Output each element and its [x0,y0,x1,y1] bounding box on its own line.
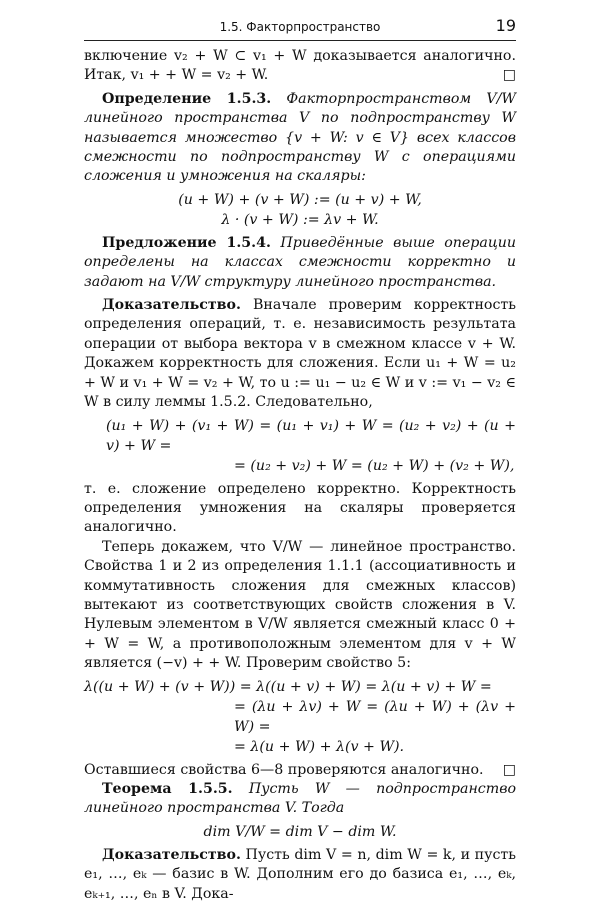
proof-text: Вначале проверим корректность определения операций, т. е. независимость результата операции от выбора вектора v в смежном классе v + W. Докажем корректность для сложения. Если u₁ + W = u₂ + W и v₁ + W = v₂ + W, то u := u₁ − u₂ ∈ W и v := v₁ − v₂ ∈ W в силу леммы 1.5.2. Следовательно, [84,297,516,411]
definition-label: Определение 1.5.3. [102,90,272,107]
proof-label: Доказательство. [102,297,241,314]
equation-operations [84,190,516,230]
paragraph-inclusion [84,47,516,86]
paragraph-vector-space: Теперь докажем, что V/W — линейное пространство. Свойства 1 и 2 из определения 1.1.1 (ассоциативность и коммутативность сложения для смежных классов) вытекают из соответствующих свойств сложения в V. Нулевым элементом в V/W является смежный класс 0 + + W = W, а противоположным элементом для v + W является (−v) + + W. Проверим свойство 5: [84,538,516,672]
remaining-text: Оставшиеся свойства 6—8 проверяются аналогично. [84,761,484,778]
equation-line: (u + W) + (v + W) := (u + v) + W, [178,191,422,208]
proposition-label: Предложение 1.5.4. [102,234,271,251]
body-text [84,47,516,904]
theorem [84,780,516,819]
proof-text: Пусть dim V = n, dim W = k, и пусть e₁, …, eₖ — базис в W. Дополним его до базиса e₁, …, eₖ, eₖ₊₁, …, eₙ в V. Дока- [84,846,517,902]
definition-text: Факторпространством V/W линейного пространства V по подпространству W называется множество {v + W: v ∈ V} всех классов смежности по подпространству W с операциями сложения и умножения на скаляры: [84,90,516,185]
paragraph-after-sum: т. е. сложение определено корректно. Корректность определения умножения на скаляры проверяется аналогично. [84,480,516,536]
proof-2 [84,846,516,904]
equation-line: = (u₂ + v₂) + W = (u₂ + W) + (v₂ + W), [234,457,515,474]
equation-line: = (λu + λv) + W = (λu + W) + (λv + W) = [234,698,516,735]
equation-property-5 [84,677,516,757]
equation-line: λ((u + W) + (v + W)) = λ((u + v) + W) = λ(u + v) + W = [84,678,492,695]
proof-label: Доказательство. [102,846,241,863]
theorem-label: Теорема 1.5.5. [102,780,233,797]
proof [84,296,516,412]
proposition [84,234,516,292]
equation-line: (u₁ + W) + (v₁ + W) = (u₁ + v₁) + W = (u₂ + v₂) + (u + v) + W = [106,417,516,454]
inclusion-text: включение v₂ + W ⊂ v₁ + W доказывается аналогично. Итак, v₁ + + W = v₂ + W. [84,48,516,84]
theorem-text: Пусть W — подпространство линейного пространства V. Тогда [84,780,516,817]
qed-symbol: □ [502,67,516,84]
equation-sum [84,416,516,476]
equation-line: λ · (v + W) := λv + W. [221,211,379,228]
section-title: 1.5. Факторпространство [219,20,381,34]
paragraph-remaining [84,761,516,780]
running-header [84,14,516,41]
definition [84,90,516,187]
qed-symbol: □ [502,761,516,778]
equation-line: = λ(u + W) + λ(v + W). [234,738,405,755]
proposition-text: Приведённые выше операции определены на классах смежности корректно и задают на V/W структуру линейного пространства. [84,234,516,290]
page-number: 19 [495,16,516,35]
equation-dimension: dim V/W = dim V − dim W. [203,823,397,840]
page [84,14,516,904]
